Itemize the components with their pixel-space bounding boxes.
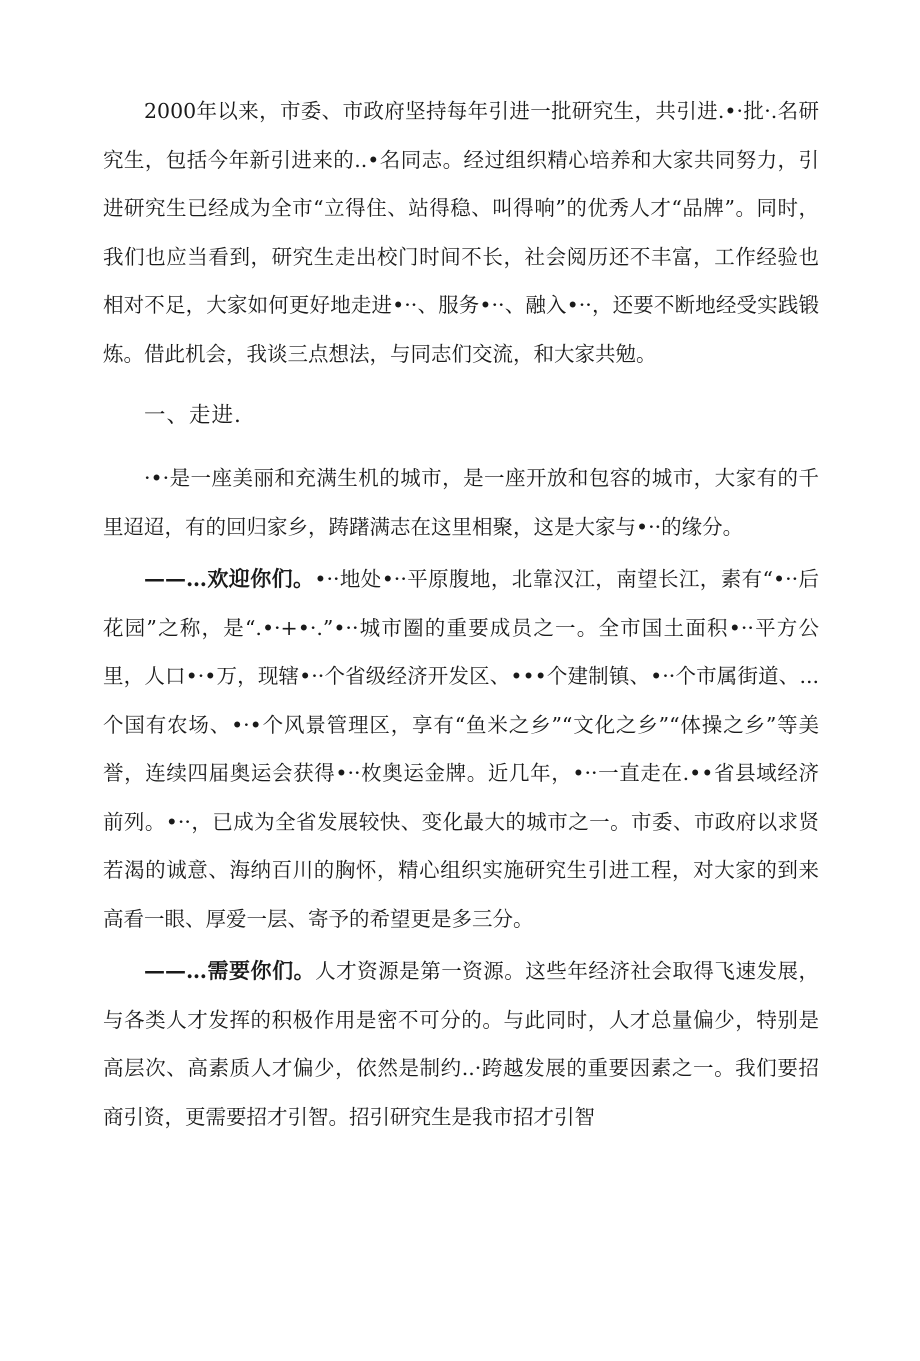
welcome-body: •··地处•··平原腹地，北靠汉江，南望长江，素有“•··后花园”之称，是“.•·+•·.”•··城市圈的重要成员之一。全市国土面积•··平方公里，人口•·•万，现辖•··个省级经济开发区、•••个建制镇、•··个市属街道、...个国有农场、•·•个风景管理区，享有“鱼米之乡”“文化之乡”“体操之乡”等美誉，连续四届奥运会获得•··枚奥运金牌。近几年，•··一直走在.••省县域经济前列。•··，已成为全省发展较快、变化最大的城市之一。市委、市政府以求贤若渴的诚意、海纳百川的胸怀，精心组织实施研究生引进工程，对大家的到来高看一眼、厚爱一层、寄予的希望更是多三分。 [103, 567, 819, 931]
document-page [103, 87, 819, 1141]
opening-paragraph: 2000年以来，市委、市政府坚持每年引进一批研究生，共引进.•·批·.名研究生，包括今年新引进来的..•名同志。经过组织精心培养和大家共同努力，引进研究生已经成为全市“立得住、站得稳、叫得响”的优秀人才“品牌”。同时，我们也应当看到，研究生走出校门时间不长，社会阅历还不丰富，工作经验也相对不足，大家如何更好地走进•··、服务•··、融入•··，还要不断地经受实践锻炼。借此机会，我谈三点想法，与同志们交流，和大家共勉。 [103, 99, 819, 366]
need-lead: ——…需要你们。 [144, 958, 316, 983]
intro-paragraph: ·•·是一座美丽和充满生机的城市，是一座开放和包容的城市，大家有的千里迢迢，有的回归家乡，踌躇满志在这里相聚，这是大家与•··的缘分。 [103, 466, 819, 539]
welcome-paragraph [103, 555, 819, 943]
need-paragraph [103, 947, 819, 1141]
welcome-lead: ——…欢迎你们。 [144, 566, 315, 591]
need-body: 人才资源是第一资源。这些年经济社会取得飞速发展，与各类人才发挥的积极作用是密不可分的。与此同时，人才总量偏少，特别是高层次、高素质人才偏少，依然是制约..·跨越发展的重要因素之一。我们要招商引资，更需要招才引智。招引研究生是我市招才引智 [103, 959, 820, 1129]
section-heading: 一、走进. [144, 403, 242, 428]
